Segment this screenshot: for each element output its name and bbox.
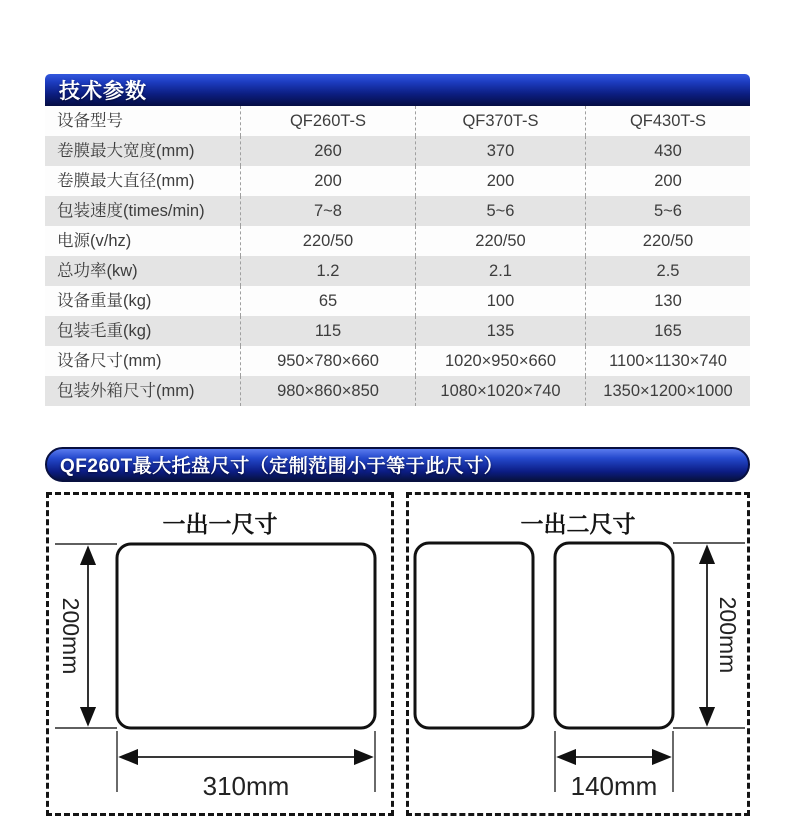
cell-value: 430 bbox=[585, 136, 750, 166]
cell-value: QF430T-S bbox=[585, 106, 750, 136]
row-label: 设备重量(kg) bbox=[57, 292, 152, 310]
cell-value: 65 bbox=[240, 286, 415, 316]
cell-value: 1100×1130×740 bbox=[585, 346, 750, 376]
pallet-outline-right bbox=[555, 543, 673, 728]
cell-value: 135 bbox=[415, 316, 585, 346]
cell-value: 200 bbox=[415, 166, 585, 196]
dimension-label-width: 140mm bbox=[570, 771, 658, 801]
cell-value: 950×780×660 bbox=[240, 346, 415, 376]
cell-value: 220/50 bbox=[585, 226, 750, 256]
pallet-outline bbox=[117, 544, 375, 728]
row-label: 包装毛重(kg) bbox=[57, 322, 152, 340]
table-row bbox=[45, 196, 750, 226]
cell-value: 5~6 bbox=[415, 196, 585, 226]
pallet-section-banner bbox=[45, 447, 750, 482]
table-row bbox=[45, 376, 750, 406]
table-row bbox=[45, 166, 750, 196]
cell-value: 1.2 bbox=[240, 256, 415, 286]
diagram-title: 一出一尺寸 bbox=[162, 511, 278, 537]
pallet-outline-left bbox=[415, 543, 533, 728]
cell-value: 165 bbox=[585, 316, 750, 346]
cell-value: 2.5 bbox=[585, 256, 750, 286]
cell-value: 1350×1200×1000 bbox=[585, 376, 750, 406]
cell-value: 5~6 bbox=[585, 196, 750, 226]
cell-value: 7~8 bbox=[240, 196, 415, 226]
diagram-box-double-pallet bbox=[406, 492, 750, 816]
cell-value: 260 bbox=[240, 136, 415, 166]
row-label: 设备型号 bbox=[57, 112, 123, 130]
cell-value: 980×860×850 bbox=[240, 376, 415, 406]
cell-value: QF260T-S bbox=[240, 106, 415, 136]
table-row bbox=[45, 286, 750, 316]
row-label: 卷膜最大直径(mm) bbox=[57, 172, 195, 190]
row-label: 设备尺寸(mm) bbox=[57, 352, 162, 370]
cell-value: 100 bbox=[415, 286, 585, 316]
row-label: 包装外箱尺寸(mm) bbox=[57, 382, 195, 400]
row-label: 卷膜最大宽度(mm) bbox=[57, 142, 195, 160]
cell-value: 1020×950×660 bbox=[415, 346, 585, 376]
table-row bbox=[45, 226, 750, 256]
dimension-label-width: 310mm bbox=[202, 771, 290, 801]
double-pallet-diagram bbox=[409, 495, 747, 813]
row-label: 总功率(kw) bbox=[57, 262, 138, 280]
table-row bbox=[45, 256, 750, 286]
cell-value: 115 bbox=[240, 316, 415, 346]
table-row bbox=[45, 346, 750, 376]
spec-section-title: 技术参数 bbox=[59, 80, 147, 103]
cell-value: QF370T-S bbox=[415, 106, 585, 136]
row-label: 电源(v/hz) bbox=[57, 232, 132, 250]
cell-value: 220/50 bbox=[415, 226, 585, 256]
cell-value: 200 bbox=[240, 166, 415, 196]
diagram-title: 一出二尺寸 bbox=[520, 511, 636, 537]
row-label: 包装速度(times/min) bbox=[57, 202, 205, 220]
dimension-label-height: 200mm bbox=[57, 597, 84, 675]
cell-value: 1080×1020×740 bbox=[415, 376, 585, 406]
single-pallet-diagram bbox=[49, 495, 391, 813]
table-row bbox=[45, 136, 750, 166]
cell-value: 2.1 bbox=[415, 256, 585, 286]
cell-value: 370 bbox=[415, 136, 585, 166]
cell-value: 130 bbox=[585, 286, 750, 316]
cell-value: 220/50 bbox=[240, 226, 415, 256]
spec-section-header bbox=[45, 74, 750, 106]
spec-table bbox=[45, 106, 750, 406]
table-row bbox=[45, 316, 750, 346]
pallet-section-title: QF260T最大托盘尺寸（定制范围小于等于此尺寸） bbox=[60, 456, 504, 477]
dimension-label-height: 200mm bbox=[714, 596, 741, 674]
table-row bbox=[45, 106, 750, 136]
diagram-box-single-pallet bbox=[46, 492, 394, 816]
cell-value: 200 bbox=[585, 166, 750, 196]
